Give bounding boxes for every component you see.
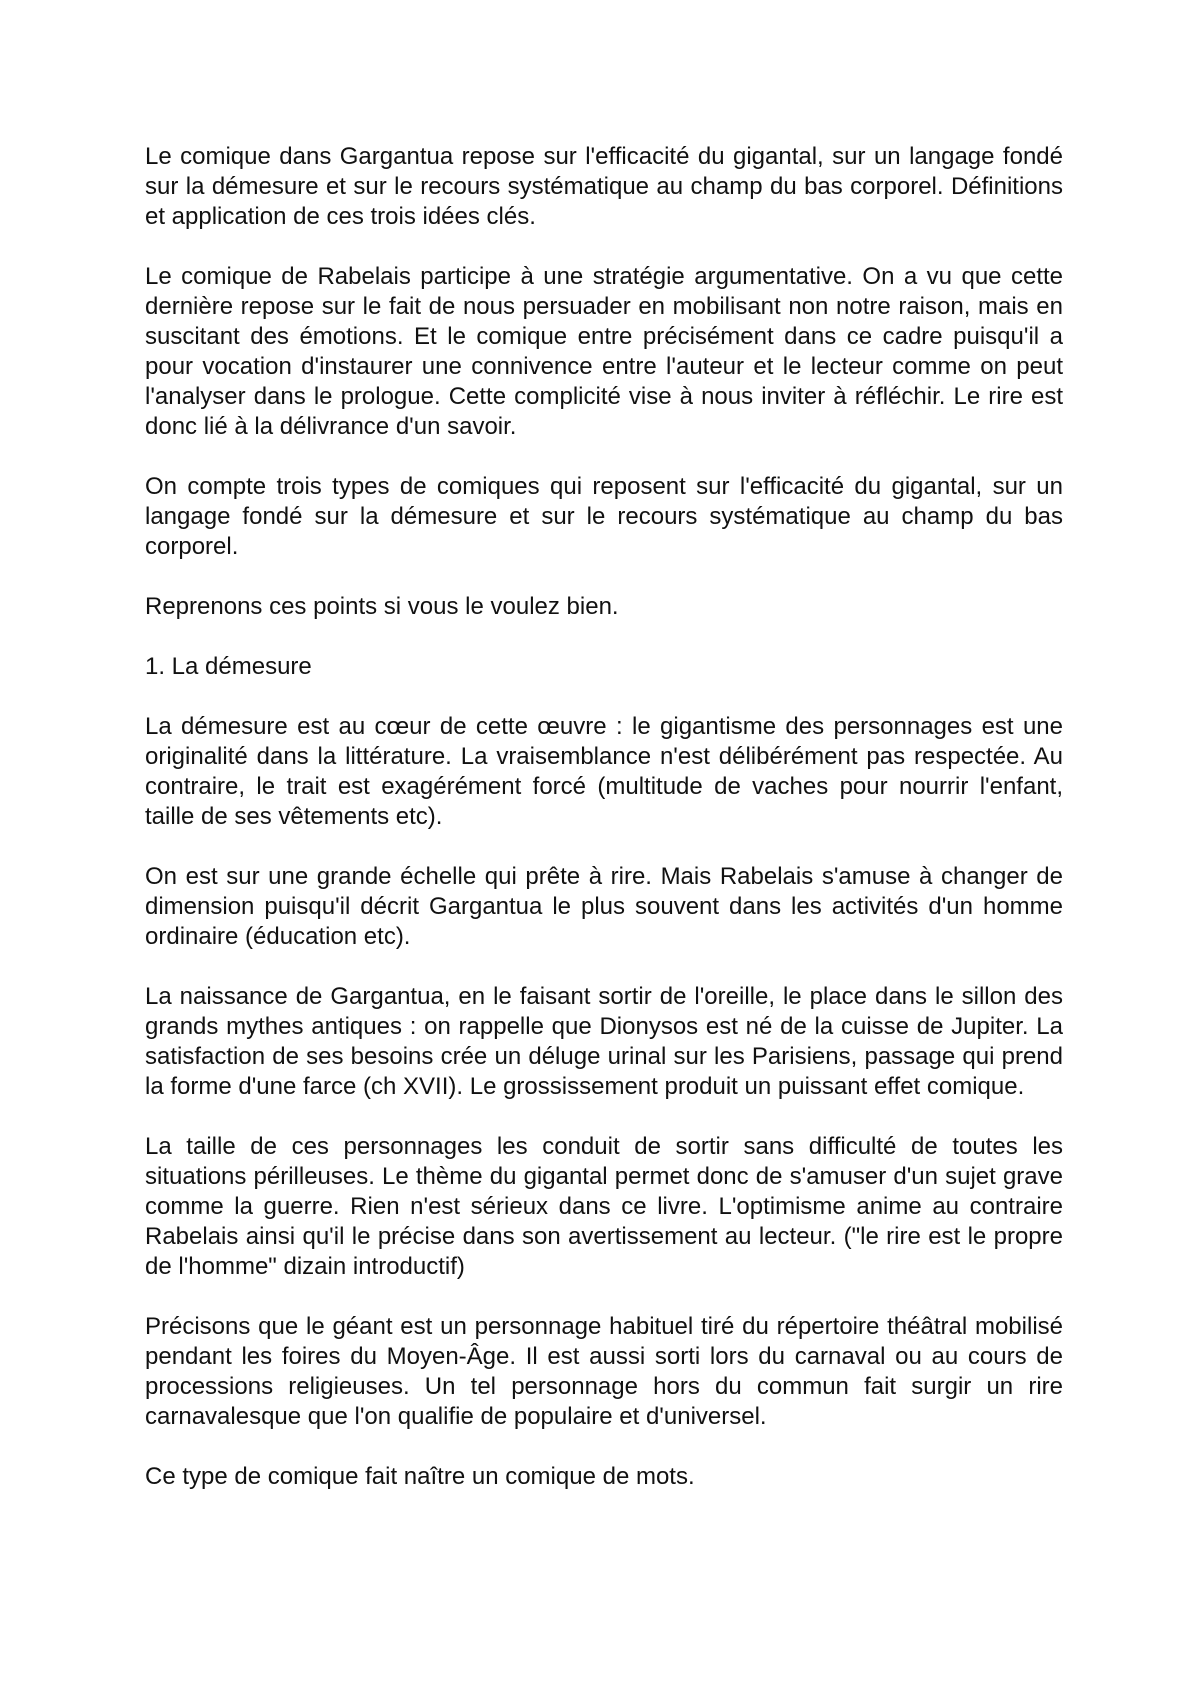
paragraph-echelle: On est sur une grande échelle qui prête à rire. Mais Rabelais s'amuse à changer de dimension puisqu'il décrit Gargantua le plus souvent dans les activités d'un homme ordinaire (éducation etc). xyxy=(145,863,1063,950)
paragraph-conclusion: Ce type de comique fait naître un comique de mots. xyxy=(145,1463,695,1490)
paragraph-three-types: On compte trois types de comiques qui reposent sur l'efficacité du gigantal, sur un langage fondé sur la démesure et sur le recours systématique au champ du bas corporel. xyxy=(145,473,1063,560)
section-heading: 1. La démesure xyxy=(145,653,312,680)
paragraph-transition: Reprenons ces points si vous le voulez bien. xyxy=(145,593,619,620)
paragraph-naissance: La naissance de Gargantua, en le faisant sortir de l'oreille, le place dans le sillon des grands mythes antiques : on rappelle que Dionysos est né de la cuisse de Jupiter. La satisfaction de ses besoins crée un déluge urinal sur les Parisiens, passage qui prend la forme d'une farce (ch XVII). Le grossissement produit un puissant effet comique. xyxy=(145,983,1063,1100)
paragraph-strategy: Le comique de Rabelais participe à une stratégie argumentative. On a vu que cette dernière repose sur le fait de nous persuader en mobilisant non notre raison, mais en suscitant des émotions. Et le comique entre précisément dans ce cadre puisqu'il a pour vocation d'instaurer une connivence entre l'auteur et le lecteur comme on peut l'analyser dans le prologue. Cette complicité vise à nous inviter à réfléchir. Le rire est donc lié à la délivrance d'un savoir. xyxy=(145,263,1063,440)
document-page xyxy=(145,142,1063,1522)
paragraph-taille: La taille de ces personnages les conduit de sortir sans difficulté de toutes les situations périlleuses. Le thème du gigantal permet donc de s'amuser d'un sujet grave comme la guerre. Rien n'est sérieux dans ce livre. L'optimisme anime au contraire Rabelais ainsi qu'il le précise dans son avertissement au lecteur. ("le rire est le propre de l'homme" dizain introductif) xyxy=(145,1133,1063,1280)
paragraph-intro: Le comique dans Gargantua repose sur l'efficacité du gigantal, sur un langage fondé sur la démesure et sur le recours systématique au champ du bas corporel. Définitions et application de ces trois idées clés. xyxy=(145,143,1063,230)
paragraph-geant: Précisons que le géant est un personnage habituel tiré du répertoire théâtral mobilisé pendant les foires du Moyen-Âge. Il est aussi sorti lors du carnaval ou au cours de processions religieuses. Un tel personnage hors du commun fait surgir un rire carnavalesque que l'on qualifie de populaire et d'universel. xyxy=(145,1313,1063,1430)
paragraph-demesure: La démesure est au cœur de cette œuvre : le gigantisme des personnages est une originalité dans la littérature. La vraisemblance n'est délibérément pas respectée. Au contraire, le trait est exagérément forcé (multitude de vaches pour nourrir l'enfant, taille de ses vêtements etc). xyxy=(145,713,1063,830)
